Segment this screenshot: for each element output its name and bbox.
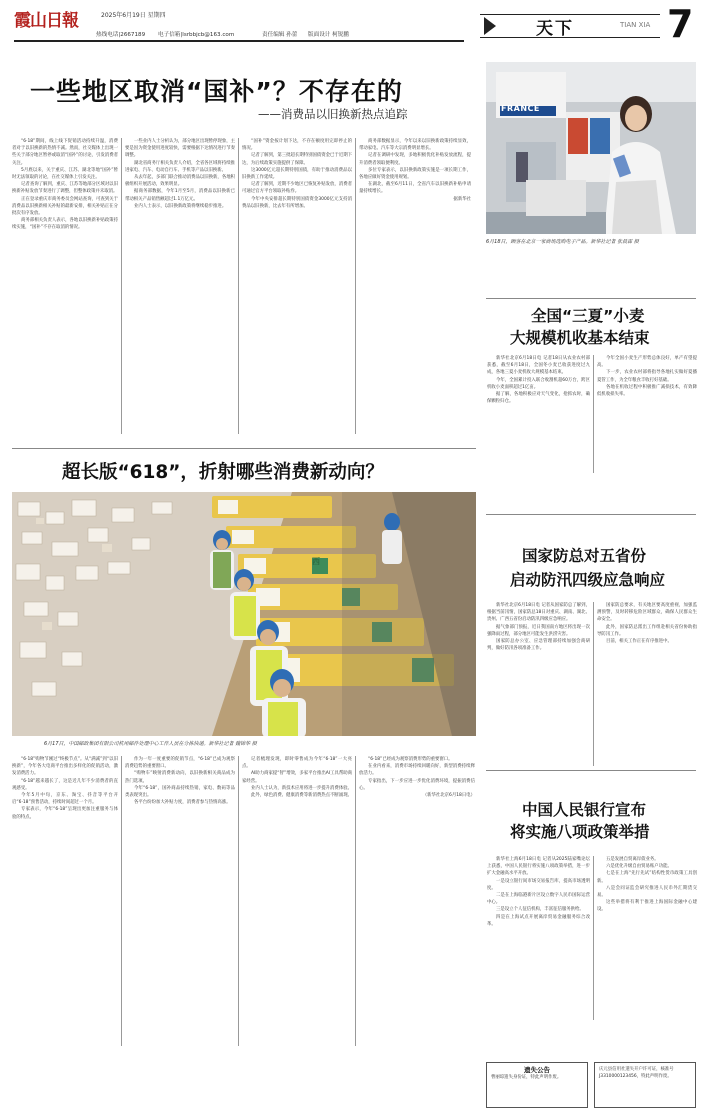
a3-col-1: [487, 355, 590, 473]
editor: 责任编辑 孙蕾: [262, 32, 298, 38]
notice-body: 庆元县信用社遗失开户许可证，核准号J3310000123456，特此声明作废。: [599, 1067, 674, 1079]
a2-para: 此外，绿色消费、健康消费等新消费热点不断涌现。: [251, 793, 352, 799]
divider: [486, 298, 696, 299]
a1-col-2: [125, 138, 235, 434]
a2-para: 业内人士认为，新技术应用将进一步提升消费体验。: [251, 785, 352, 791]
divider: [593, 355, 594, 473]
divider: [355, 756, 356, 1046]
a5-para: 八是会同证监会研究推进人民币外汇期货交易。: [597, 885, 697, 899]
a2-para: 在业内看来，消费市场持续回暖向好，新型消费持续释放活力。: [359, 764, 475, 777]
a5-headline-1: 中国人民银行宣布: [522, 801, 647, 819]
a1-para: 从去年起，多部门联合推动消费品以旧换新，各地积极组织开展活动，效果明显。: [125, 175, 235, 188]
a3-para: 今年全国小麦生产形势总体良好，单产有望提高。: [597, 356, 697, 369]
a1-col-3: [242, 138, 352, 434]
a1-para: “国补”资金按计划下达，不存在额度用完即停止的情况。: [242, 139, 352, 152]
divider: [486, 770, 696, 771]
a5-para: 四是在上海试点开展离岸贸易金融服务综合改革。: [487, 914, 590, 927]
a4-headline-1: 国家防总对五省份: [522, 547, 647, 565]
a2-col-4: [359, 756, 475, 1046]
a2-para: AI助力商家提“智”增效，多家平台推出AI工具帮助商家经营。: [242, 771, 352, 784]
a1-para: 记者查询了解到，重庆、江苏等地部分区域对以旧换新补贴发放节奏进行了调整，但整体政策并未取消。: [12, 182, 118, 195]
a2-para: “6·18”购物节刚过“终极节点”。从“满减”到“以旧换新”，今年各大电商平台推出多样化的促销活动，激发消费活力。: [12, 757, 118, 777]
a3-para: 各地在机收过程中积极推广减损技术，有效降低机收损失率。: [597, 384, 697, 398]
a3-para: 新华社北京6月18日电 记者18日从农业农村部获悉，截至6月18日，全国冬小麦已收获进度过九成，各地三夏小麦机收大规模基本结束。: [487, 356, 590, 376]
a4-col-2: [597, 602, 697, 766]
a2-byline: （新华社北京6月18日电）: [422, 793, 475, 799]
a3-headline-2: 大规模机收基本结束: [510, 329, 650, 347]
a3-col-2: [597, 355, 697, 473]
paper-logo: 霞山日報: [14, 11, 78, 31]
a4-para: 国家防总要求，有关地区要高度重视，加强监测预警，及时转移危险区域群众，确保人民群众生命安全。: [597, 603, 697, 623]
a2-para: 专家表示，今年“6·18”呈现出更加注重服务与体验的特点。: [12, 807, 118, 820]
a1-para: 这3000亿元超长期特别国债，有助于推动消费品以旧换新工作延续。: [242, 167, 352, 181]
divider: [355, 138, 356, 434]
a5-para: 七是在上海“先行先试”结构性货币政策工具创新。: [597, 871, 697, 884]
a4-para: 新华社北京6月18日电 记者从国家防总了解到，根据当前汛情，国家防总18日对重庆、湖南、湖北、贵州、广西五省份启动防汛四级应急响应。: [487, 603, 590, 623]
a5-headline-2: 将实施八项政策举措: [510, 823, 650, 841]
a3-para: 下一步，农业农村部将指导各地扎实做好夏播夏管工作，为全年粮食丰收打好基础。: [597, 370, 697, 383]
a1-para: 业内人士表示，以旧换新政策将继续稳步推进。: [134, 203, 227, 209]
a1-para: 商务部相关负责人表示，各地以旧换新补贴政策持续实施，“国补”不存在取消的情况。: [12, 218, 118, 231]
a2-para: 专家指出，下一步应进一步优化消费环境，提振消费信心。: [359, 778, 475, 791]
a5-para: 五是发展自贸离岸债业务。: [606, 857, 659, 862]
a1-para: 记者了解到，近期不少地区已恢复补贴发放，消费者可通过官方平台领取补贴券。: [242, 182, 352, 195]
a1-para: 今年中央安排超长期特别国债资金3000亿元支持消费品以旧换新，比去年有所增加。: [242, 196, 352, 209]
lost-notice-left: [486, 1062, 588, 1108]
a5-para: 这些举措将有利于推进上海国际金融中心建设。: [597, 900, 697, 913]
a1-para: 湖北省商务厅相关负责人介绍，全省各区域将持续推进家电、汽车、电动自行车、手机等产品以旧换新。: [125, 160, 235, 173]
a2-para: 各平台纷纷加大补贴力度，消费者参与热情高涨。: [134, 800, 231, 806]
a1-para: 一些业内人士分析认为，部分地区出现暂停现象，主要是因为资金使用进度较快，需要根据下达情况进行节奏调整。: [125, 139, 235, 159]
a1-para: “6·18”期间，线上线下促销活动持续升温，消费者对于以旧换新的热情不减。然而，社交媒体上出现一些关于部分地区暂停或取消“国补”的讨论，引发消费者关注。: [12, 139, 118, 166]
divider: [121, 756, 122, 1046]
section-english: TIAN XIA: [620, 21, 651, 29]
a1-para: 5月底以来，关于重庆、江苏、湖北等地“国补”暂时无法领取的讨论，在社交媒体上引发关注。: [12, 167, 118, 181]
a4-headline-2: 启动防汛四级应急响应: [510, 571, 666, 589]
a4-para: 此外，国家防总派出工作组赴相关省份协助指导防汛工作。: [597, 624, 697, 637]
divider: [238, 138, 239, 434]
divider: [121, 138, 122, 434]
a1-subtitle: ——消费品以旧换新热点追踪: [258, 107, 408, 121]
email: 电子信箱|lsrbbjcb@163.com: [158, 32, 235, 38]
a1-para: 正在登录重庆市商务委员会网站查询，可查到关于消费品以旧换新相关补贴的最新安排，相关补贴正在分批次有序发放。: [12, 196, 118, 217]
store-sign: FRANCE: [501, 104, 540, 113]
a2-col-1: [12, 756, 118, 1046]
a5-col-2: [597, 856, 697, 1020]
a2-para: 记者梳理发现，即时零售成为今年“6·18”一大亮点。: [242, 757, 352, 770]
a2-para: “6·18”越来越长了，这是近几年不少消费者的直观感受。: [12, 778, 118, 791]
a2-para: 今年5月中旬，京东、淘宝、抖音等平台开启“6·18”预售活动，持续时间超过一个月。: [12, 793, 118, 806]
a2-para: “购物车”映射消费新动向，以旧换新相关商品成为热门选项。: [125, 771, 235, 784]
a3-headline-1: 全国“三夏”小麦: [531, 307, 645, 325]
a1-para: 商务部数据显示，今年以来以旧换新政策持续显效，带动家电、汽车等大宗消费明显增长。: [359, 139, 471, 152]
store-photo: [486, 62, 696, 234]
warehouse-photo: [12, 492, 476, 736]
notice-body: 曹丽琼遗失身份证，特此声明作废。: [491, 1075, 562, 1080]
divider: [12, 448, 476, 449]
masthead: [0, 0, 708, 56]
a5-para: 六是优化升级自由贸易账户功能。: [606, 864, 672, 870]
a1-para: 在湖北，截至6月11日，全省汽车以旧换新补贴申请量持续增长。: [359, 182, 471, 195]
a5-para: 二是在上海临港新片区设立数字人民币国际运营中心。: [487, 893, 590, 906]
notice-title: 遗失公告: [524, 1066, 550, 1074]
a1-col-4: [359, 138, 471, 434]
a1-headline: 一些地区取消“国补”？不存在的: [30, 77, 403, 106]
a4-col-1: [487, 602, 590, 766]
a1-para: 记者了解到，第三批超长期特别国债资金已于近期下达，为后续政策实施提供了保障。: [242, 153, 352, 166]
divider: [593, 602, 594, 766]
divider: [486, 514, 696, 515]
a5-para: 新华社上海6月18日电 记者从2025陆家嘴论坛上获悉，中国人民银行将实施八项政策举措，进一步扩大金融高水平开放。: [487, 857, 590, 877]
lost-notice-right: [594, 1062, 696, 1108]
section-arrow-icon: [484, 17, 496, 35]
hotline: 热线电话|2667189: [96, 32, 146, 38]
divider: [593, 856, 594, 1020]
section-title: 天下: [536, 19, 574, 39]
a5-para: 三是设立个人征信机构，丰富征信服务供给。: [496, 907, 584, 913]
a2-para: 作为一年一度重要的促销节点，“6·18”已成为观察消费趋势的重要窗口。: [125, 757, 235, 770]
a2-photo-caption: 6月17日，中国邮政集团有限公司杭州邮件处理中心工作人员在分拣快递。新华社记者 魏锦华 摄: [44, 741, 257, 747]
divider: [238, 756, 239, 1046]
photo1-caption: 6月18日，顾客在北京一家商场选购电子产品。新华社记者 张晨霖 摄: [486, 239, 639, 245]
a2-para: “6·18”已经成为观察消费形势的重要窗口。: [368, 757, 453, 762]
a3-para: 今年，全国累计投入联合收割机超60万台，跨区机收小麦面积超过1亿亩。: [487, 377, 590, 390]
box-label: 西: [312, 557, 320, 566]
a2-para: 今年“6·18”，国补商品持续热销，家电、数码等品类表现突出。: [125, 785, 235, 799]
a4-para: 目前，相关工作正在有序推进中。: [606, 639, 672, 645]
designer: 版面设计 柯锐鹏: [308, 32, 349, 38]
a5-col-1: [487, 856, 590, 1020]
a4-para: 国家防总办公室、应急管理部持续加强会商研判，做好防汛各项准备工作。: [487, 639, 590, 652]
a2-col-2: [125, 756, 235, 1046]
a3-para: 据了解，各地积极应对天气变化，抢抓农时，确保颗粒归仓。: [487, 392, 590, 405]
a1-para: 多位专家表示，以旧换新政策实施是一项长期工作，各地应做好资金使用规划。: [359, 167, 471, 181]
a1-para: 据商务部数据，今年1月至5月，消费品以旧换新已带动相关产品销售额超过1.1万亿元。: [125, 189, 235, 202]
a2-col-3: [242, 756, 352, 1046]
page-number: 7: [667, 2, 694, 46]
a5-para: 一是设立银行间市场交易报告库，提高市场透明度。: [487, 878, 590, 891]
a1-para: 记者在调研中发现，多地积极优化补贴发放流程，提升消费者领取便利度。: [359, 153, 471, 166]
a2-headline: 超长版“618”，折射哪些消费新动向？: [62, 462, 384, 483]
issue-date: 2025年6月19日 星期四: [101, 12, 166, 19]
masthead-rule: [14, 40, 464, 42]
a4-para: 据气象部门预报，近日我国南方地区将出现一次强降雨过程，部分地区可能发生洪涝灾害。: [487, 624, 590, 637]
a1-col-1: [12, 138, 118, 434]
a1-byline: 据新华社: [453, 196, 471, 202]
